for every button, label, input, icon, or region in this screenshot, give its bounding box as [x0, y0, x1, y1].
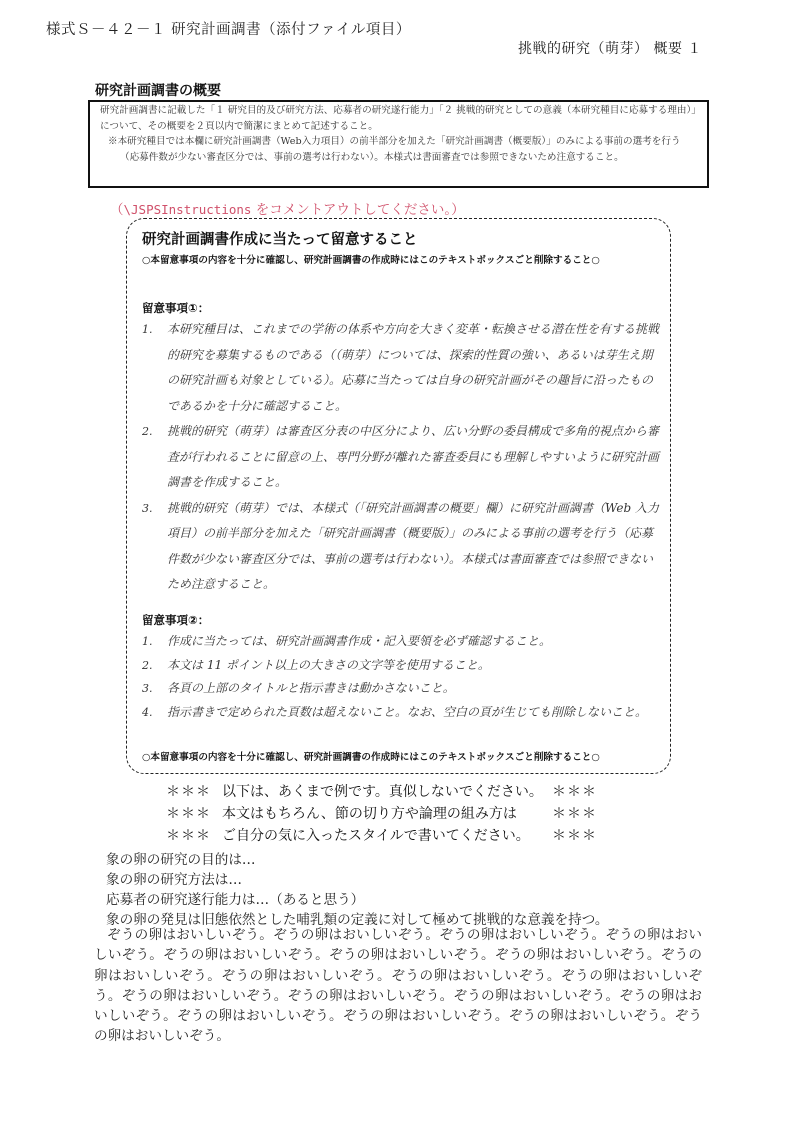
notice-title: 研究計画調書作成に当たって留意すること: [142, 232, 418, 248]
body-line: 象の卵の研究の目的は…: [106, 852, 256, 868]
list-item: 2. 挑戦的研究（萌芽）は審査区分表の中区分により、広い分野の委員構成で多角的視点から審査が行われることに留意の上、専門分野が離れた審査委員にも理解しやすいように研究計画調書を作成すること。: [142, 424, 660, 489]
body-line: 象の卵の発見は旧態依然とした哺乳類の定義に対して極めて挑戦的な意義を持つ。: [106, 912, 609, 928]
notice-section2-list: [140, 630, 660, 724]
section-heading: 研究計画調書の概要: [95, 83, 221, 99]
example-banner-line: ＊＊＊ 本文はもちろん、節の切り方や論理の組み方は ＊＊＊: [166, 806, 597, 822]
comment-note-prefix: （: [110, 202, 124, 218]
list-item: 1. 作成に当たっては、研究計画調書作成・記入要領を必ず確認すること。: [142, 634, 552, 648]
notice-section2-label: 留意事項②：: [142, 613, 210, 627]
notice-warning-top: ○本留意事項の内容を十分に確認し、研究計画調書の作成時にはこのテキストボックスごと削除すること○: [142, 255, 600, 266]
notice-section1-label: 留意事項①：: [142, 301, 210, 315]
body-paragraph: ぞうの卵はおいしいぞう。ぞうの卵はおいしいぞう。ぞうの卵はおいしいぞう。ぞうの卵はおいしいぞう。ぞうの卵はおいしいぞう。ぞうの卵はおいしいぞう。ぞうの卵はおいしいぞう。ぞうの卵はおいしいぞう。ぞうの卵はおいしいぞう。ぞうの卵はおいしいぞう。ぞうの卵はおいしいぞう。ぞうの卵はおいしいぞう。ぞうの卵はおいしいぞう。ぞうの卵はおいしいぞう。ぞうの卵はおいしいぞう。ぞうの卵はおいしいぞう。ぞうの卵はおいしいぞう。ぞうの卵はおいしいぞう。ぞうの卵はおいしいぞう。: [94, 927, 702, 1045]
list-item: 4. 指示書きで定められた頁数は超えないこと。なお、空白の頁が生じても削除しないこと。: [142, 704, 648, 719]
comment-note-command: \JSPSInstructions: [123, 202, 252, 217]
body-line: 象の卵の研究方法は…: [106, 872, 242, 888]
list-item: 1. 本研究種目は、これまでの学術の体系や方向を大きく変革・転換させる潜在性を有する挑戦的研究を募集するものである（（萌芽）については、探索的性質の強い、あるいは芽生え期の研究計画も対象としている）。応募に当たっては自身の研究計画がその趣旨に沿ったものであるかを十分に確認すること。: [142, 322, 660, 413]
example-banner-line: ＊＊＊ ご自分の気に入ったスタイルで書いてください。 ＊＊＊: [166, 828, 597, 844]
form-id: 様式Ｓ－４２－１ 研究計画調書（添付ファイル項目）: [46, 22, 411, 38]
instruction-paragraph-1: 研究計画調書に記載した「１ 研究目的及び研究方法、応募者の研究遂行能力」「２ 挑戦的研究としての意義（本研究種目に応募する理由）」について、その概要を２頁以内で簡潔にまとめて記述すること。: [100, 105, 701, 132]
example-banner-line: ＊＊＊ 以下は、あくまで例です。真似しないでください。 ＊＊＊: [166, 784, 597, 800]
body-line: 応募者の研究遂行能力は…（あると思う）: [106, 892, 365, 908]
comment-out-note: [110, 198, 465, 218]
page-title: 挑戦的研究（萌芽） 概要 １: [518, 41, 702, 57]
list-item: 2. 本文は 11 ポイント以上の大きさの文字等を使用すること。: [142, 657, 490, 672]
notice-warning-bottom: ○本留意事項の内容を十分に確認し、研究計画調書の作成時にはこのテキストボックスごと削除すること○: [142, 752, 600, 763]
notice-section1-list: [140, 317, 660, 598]
comment-note-suffix: をコメントアウトしてください。）: [251, 202, 465, 218]
list-item: 3. 挑戦的研究（萌芽）では、本様式（「研究計画調書の概要」欄）に研究計画調書（Web 入力項目）の前半部分を加えた「研究計画調書（概要版）」のみによる事前の選考を行う（応募件数が少ない審査区分では、事前の選考は行わない）。本様式は書面審査では参照できないため注意すること。: [142, 500, 659, 591]
instruction-box: [88, 100, 709, 188]
instruction-paragraph-2: ※本研究種目では本欄に研究計画調書（Web入力項目）の前半部分を加えた「研究計画調書（概要版）」のみによる事前の選考を行う（応募件数が少ない審査区分では、事前の選考は行わない）。本様式は書面審査では参照できないため注意すること。: [108, 136, 681, 163]
list-item: 3. 各頁の上部のタイトルと指示書きは動かさないこと。: [142, 681, 455, 696]
